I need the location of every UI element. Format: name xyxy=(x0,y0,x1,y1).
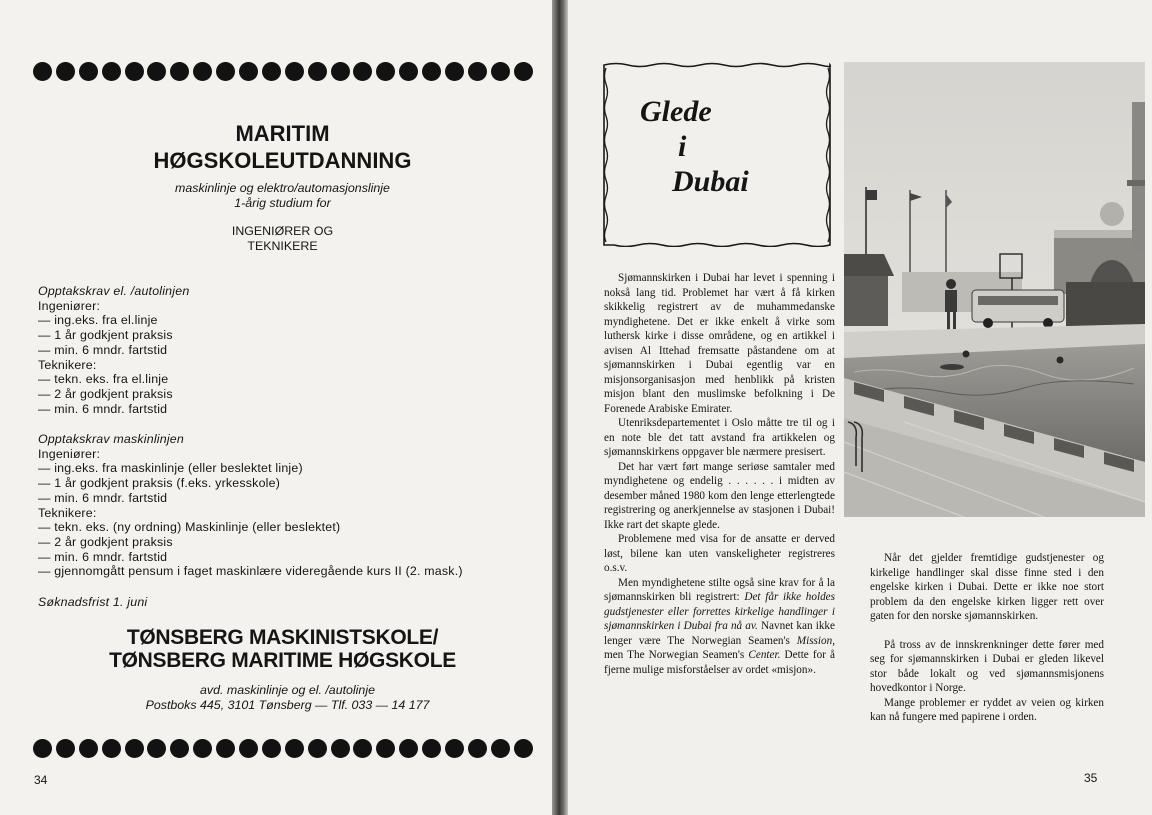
school-name: TØNSBERG MASKINISTSKOLE/ TØNSBERG MARITIME HØGSKOLE xyxy=(109,626,456,672)
page-number-right: 35 xyxy=(1084,771,1098,785)
paragraph: Problemene med visa for de ansatte er derved løst, bilene kan uten vanskeligheter registreres o.s.v. xyxy=(604,533,835,574)
ad-target-group: INGENIØRER OG TEKNIKERE xyxy=(231,224,334,253)
page-number-left: 34 xyxy=(34,773,48,787)
paragraph-registration-terms: Men myndighetene stilte også sine krav for å la sjømannskirken bli registrert: Det får ikke holdes gudstjenester eller forrettes kirkelige handlinger i sjømannskirken i Dubai fra nå av. Navnet kan ikke lenger være The Norwegian Seamen's Mission, men The Norwegian Seamen's Center. Dette for å fjerne mulige misforståelser av ordet «misjon». xyxy=(604,576,836,676)
admission-electro: Opptakskrav el. /autolinjen Ingeniører: — ing.eks. fra el.linje — 1 år godkjent praksis — min. 6 mndr. fartstid Teknikere: — tekn. eks. fra el.linje — 2 år godkjent praksis — min. 6 mndr. fartstid xyxy=(38,284,190,416)
paragraph: Utenriksdepartementet i Oslo måtte tre til og i en note ble det tatt avstand fra artikkelen og sjømannskirkens oppgaver ble nærmere presisert. xyxy=(604,417,835,458)
paragraph: Det har vært ført mange seriøse samtaler med myndighetene og endelig . . . . . . i midten av desember måned 1980 kom den lenge etterlengtede registrering og anerkjennelse av stasjonen i Dubai! Ikke rart det skapte glede. xyxy=(604,460,835,531)
paragraph: Sjømannskirken i Dubai har levet i spenning i nokså lang tid. Problemet har vært å få kirken skikkelig registrert av de muhammedanske myndighetene. Det er ikke enkelt å virke som luthersk kirke i disse områdene, og en artikkel i avisen Al Ittehad fremsatte påstandene om at sjømannskirken i Dubai egentlig var en misjonsorganisasjon med henblikk på kristen misjon blant den muslimske befolkning i De Forenede Arabiske Emirater. xyxy=(604,272,835,415)
paragraph: Mange problemer er ryddet av veien og kirken kan nå fungere med papirene i orden. xyxy=(870,696,1104,723)
admission-machine-title: Opptakskrav maskinlinjen xyxy=(38,432,184,446)
book-gutter xyxy=(552,0,568,815)
bottom-dot-border xyxy=(33,739,533,759)
left-page xyxy=(0,0,552,815)
top-dot-border xyxy=(33,62,533,82)
application-deadline: Søknadsfrist 1. juni xyxy=(38,595,148,609)
paragraph: Når det gjelder fremtidige gudstjenester og kirkelige handlinger skal disse finne sted i den engelske kirken i Dubai. Dette er ikke noe stort problem da den engelske kirken ligger rett over gaten for den norske sjømannskirken. xyxy=(870,552,1104,622)
admission-electro-title: Opptakskrav el. /autolinjen xyxy=(38,284,190,298)
ad-subheading: maskinlinje og elektro/automasjonslinje 1-årig studium for xyxy=(175,181,390,210)
article-title: Glede i Dubai xyxy=(640,95,749,198)
paragraph: På tross av de innskrenkninger dette fører med seg for sjømannskirken i Dubai er gleden likevel stor både lokalt og ved sjømannsmisjonens hovedkontor i Norge. xyxy=(870,638,1104,694)
article-column-2 xyxy=(870,551,1104,725)
ad-heading: MARITIM HØGSKOLEUTDANNING xyxy=(153,121,412,173)
photo-pool-dubai xyxy=(844,62,1145,517)
article-column-1 xyxy=(604,271,835,677)
right-page xyxy=(568,0,1152,815)
title-box xyxy=(602,62,832,247)
school-address: avd. maskinlinje og el. /autolinje Postboks 445, 3101 Tønsberg — Tlf. 033 — 14 177 xyxy=(145,683,430,712)
admission-machine: Opptakskrav maskinlinjen Ingeniører: — ing.eks. fra maskinlinje (eller beslektet linje) — 1 år godkjent praksis (f.eks. yrkesskole) — min. 6 mndr. fartstid Teknikere: — tekn. eks. (ny ordning) Maskinlinje (eller beslektet) — 2 år godkjent praksis — min. 6 mndr. fartstid — gjennomgått pensum i faget maskinlære videregående kurs II (2. mask.) xyxy=(38,432,463,579)
